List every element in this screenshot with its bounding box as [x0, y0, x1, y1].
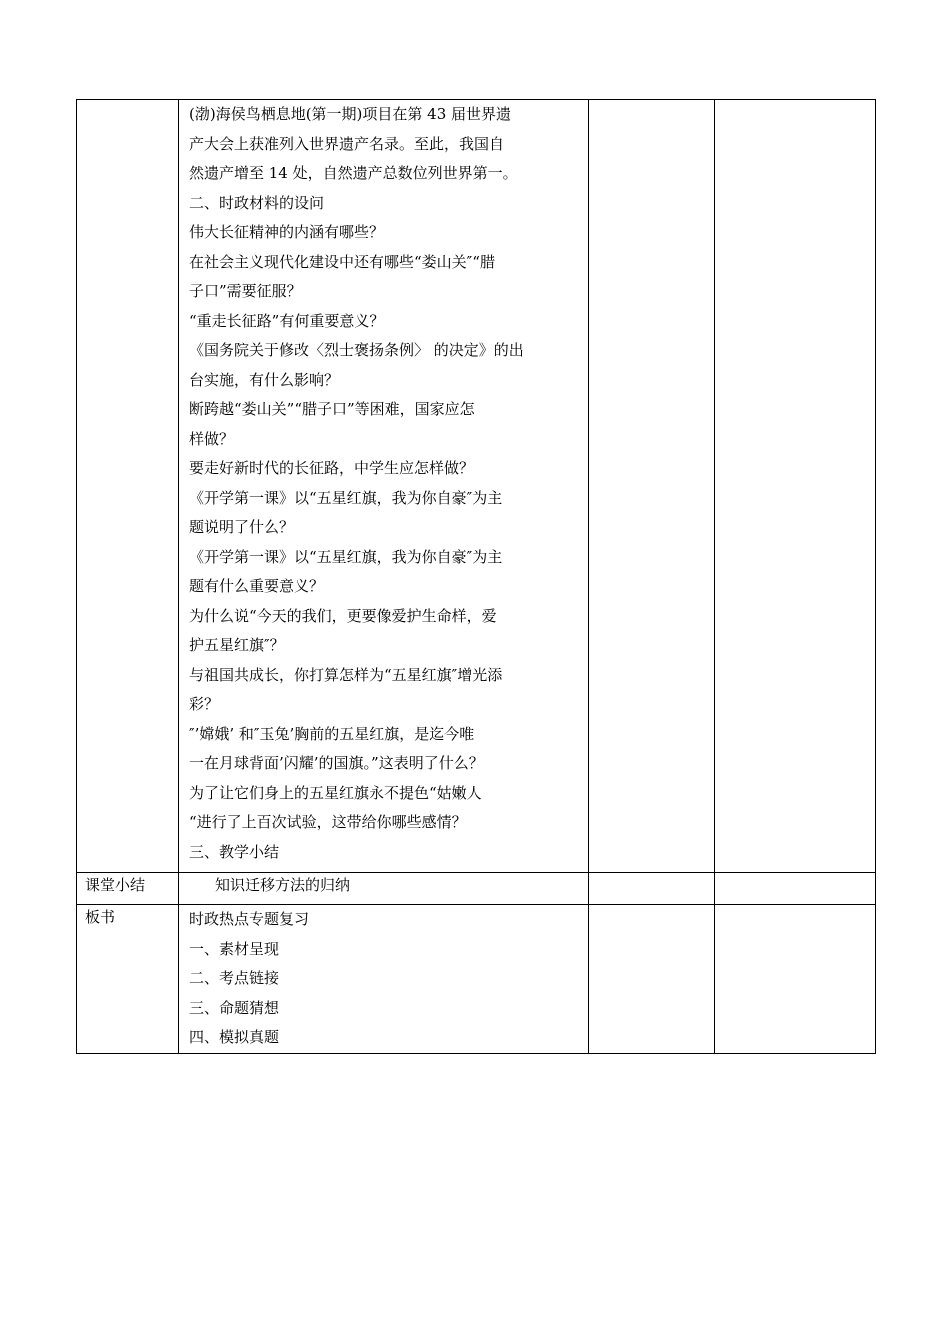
content-row	[77, 100, 876, 873]
board-title: 时政热点专题复习	[189, 910, 310, 928]
question-line: 在社会主义现代化建设中还有哪些“娄山关″“腊	[189, 252, 495, 271]
question-line: “进行了上百次试验，这带给你哪些感情？	[189, 813, 467, 831]
question-line: 台实施，有什么影响？	[189, 370, 340, 389]
board-label: 板书	[77, 905, 179, 1054]
empty-cell	[715, 873, 876, 905]
section-heading: 三、教学小结	[189, 842, 280, 861]
question-line: 伟大长征精神的内涵有哪些？	[189, 223, 385, 241]
question-line: 为了让它们身上的五星红旗永不提色“姑嫩人	[189, 783, 482, 802]
question-line: 《国务院关于修改〈烈士褒扬条例〉 的决定》的出	[189, 341, 524, 359]
question-line: “重走长征路”有何重要意义？	[189, 311, 385, 330]
empty-cell	[589, 905, 715, 1054]
board-item: 四、模拟真题	[189, 1028, 280, 1046]
empty-cell	[715, 905, 876, 1054]
question-line: 题说明了什么？	[189, 518, 295, 536]
question-line: 子口”需要征服？	[189, 282, 302, 300]
question-line: 断跨越“娄山关”“腊子口”等困难，国家应怎	[189, 400, 475, 418]
board-row	[77, 905, 876, 1054]
question-line: 护五星红旗″？	[189, 636, 285, 654]
question-line: 题有什么重要意义？	[189, 577, 325, 595]
question-line: 与祖国共成长，你打算怎样为“五星红旗″增光添	[189, 665, 503, 684]
content-line: (渤)海侯鸟栖息地(第一期)项目在第 43 届世界遗	[189, 105, 512, 123]
board-item: 三、命题猜想	[189, 998, 280, 1017]
question-line: 一在月球背面’闪耀’的国旗。”这表明了什么？	[189, 754, 484, 772]
content-line: 然遗产增至 14 处，自然遗产总数位列世界第一。	[189, 164, 518, 182]
empty-cell	[715, 100, 876, 873]
board-item: 二、考点链接	[189, 969, 280, 987]
section-heading: 二、时政材料的设问	[189, 193, 325, 212]
summary-content: 知识迁移方法的归纳	[215, 876, 351, 894]
empty-cell	[589, 873, 715, 905]
question-line: ″’嫦娥’ 和″玉兔’胸前的五星红旗，是迄今唯	[189, 724, 475, 743]
summary-label: 课堂小结	[77, 873, 179, 905]
question-line: 《开学第一课》以“五星红旗，我为你自豪″为主	[189, 547, 503, 566]
question-line: 为什么说“今天的我们，更要像爱护生命样，爱	[189, 606, 497, 625]
content-cell	[179, 100, 589, 873]
summary-content-cell	[179, 873, 589, 905]
content-label-cell	[77, 100, 179, 873]
question-line: 彩？	[189, 695, 220, 713]
board-item: 一、素材呈现	[189, 939, 280, 958]
lesson-plan-table	[76, 99, 876, 1054]
empty-cell	[589, 100, 715, 873]
question-line: 《开学第一课》以“五星红旗，我为你自豪″为主	[189, 488, 503, 507]
summary-row	[77, 873, 876, 905]
content-line: 产大会上获准列入世界遗产名录。至此，我国自	[189, 134, 505, 153]
board-content-cell	[179, 905, 589, 1054]
question-line: 要走好新时代的长征路，中学生应怎样做？	[189, 459, 475, 477]
question-line: 样做？	[189, 429, 235, 448]
